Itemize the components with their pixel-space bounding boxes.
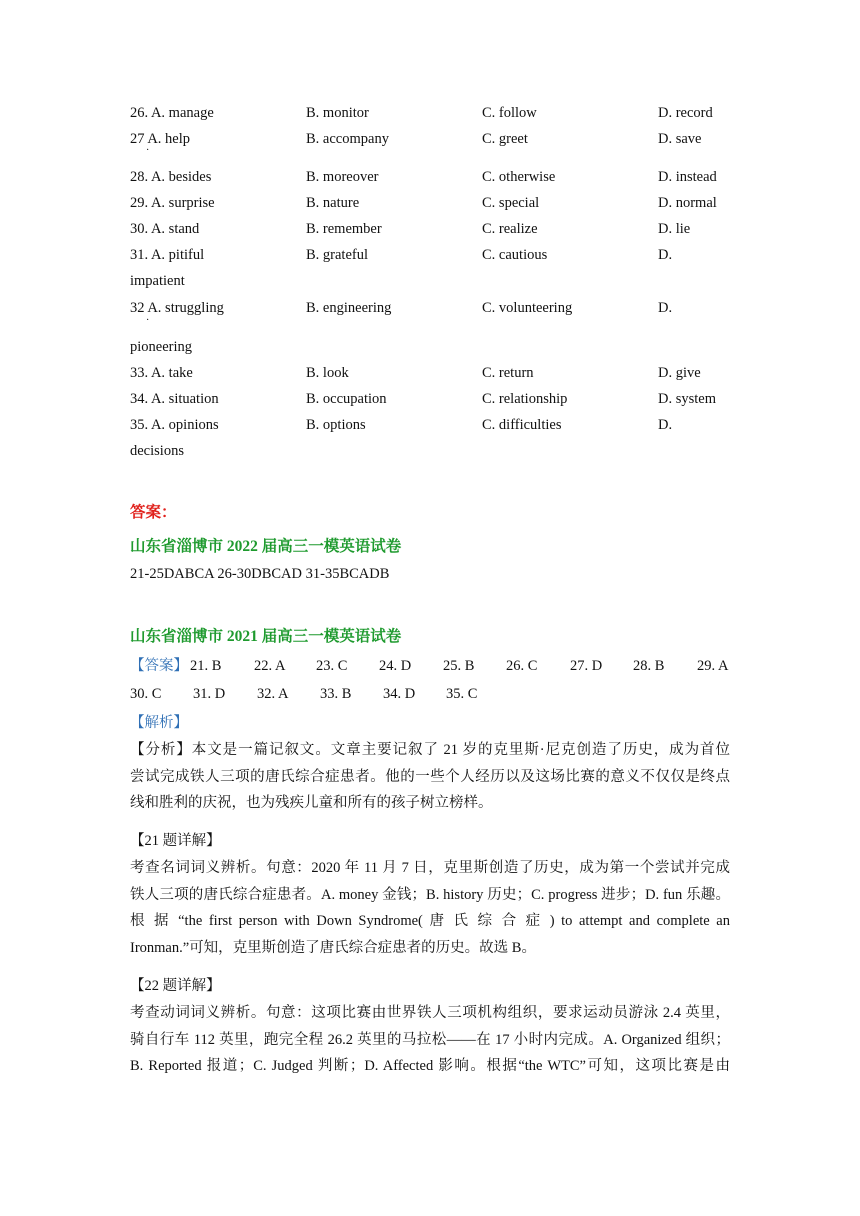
answers-line-1 (130, 653, 730, 679)
q21-paragraph (130, 855, 730, 961)
answer-item: 35. C (446, 686, 478, 702)
option-a: 35. A. opinions (130, 417, 219, 433)
option-continuation: decisions (130, 443, 184, 459)
option-c: C. follow (482, 105, 537, 121)
question-row (130, 360, 730, 386)
option-b: B. accompany (306, 131, 389, 147)
q21-tag: 【21 题详解】 (130, 833, 221, 849)
answer-item: 25. B (443, 658, 475, 674)
question-row (130, 412, 730, 438)
question-row (130, 216, 730, 242)
q21-line: 根 据 “the first person with Down Syndrome( 唐 氏 综 合 症 ) to attempt and complete an (130, 913, 730, 929)
answer-heading: 答案： (130, 504, 177, 521)
answers-line-2 (130, 681, 730, 707)
q22-tag: 【22 题详解】 (130, 978, 221, 994)
q22-paragraph (130, 1000, 730, 1080)
option-d: D. lie (658, 221, 691, 237)
q21-line: Ironman.”可知，克里斯创造了唐氏综合症患者的历史。故选 B。 (130, 939, 536, 956)
question-row (130, 242, 730, 268)
question-row (130, 295, 730, 321)
option-b: B. grateful (306, 247, 369, 263)
analysis-line: 尝试完成铁人三项的唐氏综合症患者。他的一些个人经历以及这场比赛的意义不仅仅是终点 (130, 768, 730, 785)
stray-dot: · (146, 315, 150, 326)
option-c: C. greet (482, 131, 528, 147)
option-b: B. moreover (306, 169, 379, 185)
q22-line: 骑自行车 112 英里，跑完全程 26.2 英里的马拉松——在 17 小时内完成。A. Organized 组织； (130, 1031, 730, 1048)
question-row (130, 164, 730, 190)
option-continuation: impatient (130, 273, 185, 289)
answer-item: 31. D (193, 686, 226, 702)
option-c: C. realize (482, 221, 538, 237)
q22-line: B. Reported 报道；C. Judged 判断；D. Affected 影响。根据“the WTC”可知，这项比赛是由 (130, 1058, 730, 1074)
stray-dot: · (146, 145, 150, 156)
option-d: D. instead (658, 169, 717, 185)
option-b: B. nature (306, 195, 360, 211)
answer-item: 23. C (316, 658, 348, 674)
option-a: 33. A. take (130, 365, 193, 381)
option-d: D. record (658, 105, 713, 121)
answer-item: 22. A (254, 658, 286, 674)
answer-item: 30. C (130, 686, 162, 702)
option-c: C. difficulties (482, 417, 562, 433)
answer-item: 28. B (633, 658, 665, 674)
q21-line: 铁人三项的唐氏综合症患者。A. money 金钱；B. history 历史；C. progress 进步；D. fun 乐趣。 (130, 886, 730, 903)
option-d: D. (658, 417, 673, 433)
option-b: B. look (306, 365, 349, 381)
option-b: B. remember (306, 221, 382, 237)
option-c: C. otherwise (482, 169, 556, 185)
option-continuation: pioneering (130, 339, 193, 355)
option-b: B. options (306, 417, 366, 433)
option-a: 32 A. struggling (130, 300, 224, 316)
option-c: C. volunteering (482, 300, 573, 316)
answer-item: 33. B (320, 686, 352, 702)
answer-item: 29. A (697, 658, 729, 674)
option-d: D. (658, 300, 673, 316)
option-a: 34. A. situation (130, 391, 219, 407)
option-a: 28. A. besides (130, 169, 212, 185)
answer-tag: 【答案】 (130, 658, 188, 674)
option-a: 31. A. pitiful (130, 247, 205, 263)
analysis-line: 【分析】本文是一篇记叙文。文章主要记叙了 21 岁的克里斯·尼克创造了历史，成为首位 (130, 742, 730, 758)
option-a: 26. A. manage (130, 105, 214, 121)
question-row (130, 386, 730, 412)
answer-item: 26. C (506, 658, 538, 674)
option-a: 27 A. help (130, 131, 191, 147)
option-d: D. system (658, 391, 716, 407)
option-b: B. monitor (306, 105, 369, 121)
answer-item: 21. B (190, 658, 222, 674)
option-c: C. return (482, 365, 534, 381)
option-d: D. (658, 247, 673, 263)
section-2022-title: 山东省淄博市 2022 届高三一模英语试卷 (130, 538, 402, 555)
q22-line: 考查动词词义辨析。句意：这项比赛由世界铁人三项机构组织，要求运动员游泳 2.4 英里， (130, 1005, 730, 1021)
option-d: D. save (658, 131, 702, 147)
option-d: D. give (658, 365, 701, 381)
q21-line: 考查名词词义辨析。句意：2020 年 11 月 7 日，克里斯创造了历史，成为第一个尝试并完成 (130, 860, 730, 876)
option-b: B. occupation (306, 391, 387, 407)
analysis-paragraph (130, 737, 730, 817)
answer-item: 34. D (383, 686, 416, 702)
option-a: 29. A. surprise (130, 195, 215, 211)
question-row (130, 190, 730, 216)
question-row (130, 100, 730, 126)
option-c: C. relationship (482, 391, 568, 407)
analysis-tag: 【解析】 (130, 715, 188, 731)
option-d: D. normal (658, 195, 717, 211)
question-row (130, 126, 730, 152)
option-a: 30. A. stand (130, 221, 200, 237)
answer-item: 32. A (257, 686, 289, 702)
answer-item: 24. D (379, 658, 412, 674)
option-b: B. engineering (306, 300, 392, 316)
section-2021-title: 山东省淄博市 2021 届高三一模英语试卷 (130, 628, 402, 645)
answer-item: 27. D (570, 658, 603, 674)
option-c: C. cautious (482, 247, 548, 263)
answer-key-2022: 21-25DABCA 26-30DBCAD 31-35BCADB (130, 566, 390, 582)
analysis-line: 线和胜利的庆祝，也为残疾儿童和所有的孩子树立榜样。 (130, 795, 493, 811)
option-c: C. special (482, 195, 540, 211)
